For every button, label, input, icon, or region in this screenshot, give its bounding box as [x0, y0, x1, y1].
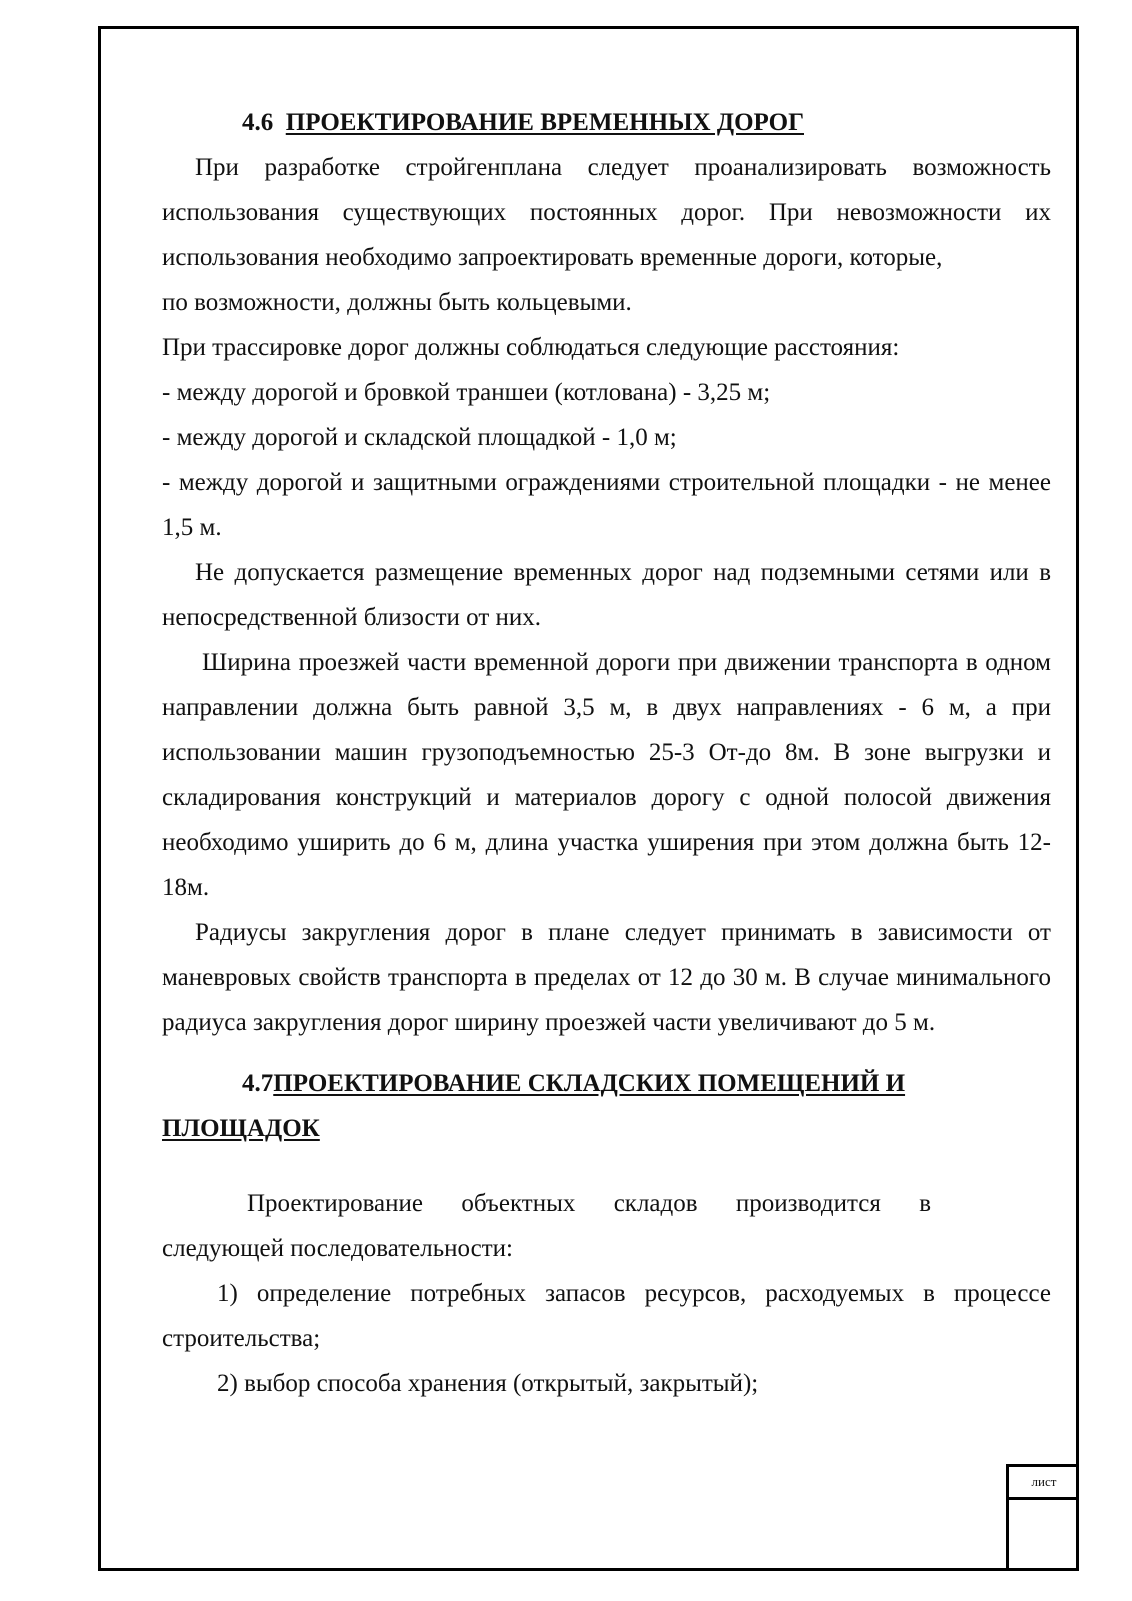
section-title: ПРОЕКТИРОВАНИЕ СКЛАДСКИХ ПОМЕЩЕНИЙ И	[273, 1070, 906, 1097]
paragraph: Ширина проезжей части временной дороги при движении транспорта в одном направлении должна быть равной 3,5 м, в двух направлениях - 6 м, а при использовании машин грузоподъемностью 25-3 От-до 8м. В зоне выгрузки и складирования конструкций и материалов дорогу с одной полосой движения необходимо уширить до 6 м, длина участка уширения при этом должна быть 12-18м.	[162, 649, 1051, 901]
spacer	[162, 1151, 1051, 1181]
document-body	[162, 100, 1051, 1406]
section-number: 4.6	[242, 109, 274, 136]
list-item: 1) определение потребных запасов ресурсов, расходуемых в процессе строительства;	[162, 1280, 1051, 1352]
section-number: 4.7	[242, 1070, 274, 1097]
list-item: - между дорогой и складской площадкой - 1,0 м;	[162, 424, 677, 451]
section-heading-4-7	[162, 1061, 1051, 1106]
paragraph: Радиусы закругления дорог в плане следует принимать в зависимости от маневровых свойств транспорта в пределах от 12 до 30 м. В случае минимального радиуса закругления дорог ширину проезжей части увеличивают до 5 м.	[162, 919, 1051, 1036]
sheet-label: лист	[1009, 1467, 1079, 1500]
list-item: - между дорогой и защитными ограждениями строительной площадки - не менее 1,5 м.	[162, 469, 1051, 541]
paragraph: Не допускается размещение временных дорог над подземными сетями или в непосредственной близости от них.	[162, 559, 1051, 631]
list-item: 2) выбор способа хранения (открытый, закрытый);	[217, 1370, 759, 1397]
section-title: ПРОЕКТИРОВАНИЕ ВРЕМЕННЫХ ДОРОГ	[285, 109, 804, 136]
paragraph: При разработке стройгенплана следует проанализировать возможность использования существующих постоянных дорог. При невозможности их использования необходимо запроектировать временные дороги, которые,	[162, 154, 1051, 271]
paragraph: Проектирование объектных складов производится в	[247, 1190, 931, 1217]
section-title-continuation: ПЛОЩАДОК	[162, 1115, 320, 1142]
section-heading-4-6	[162, 100, 1051, 145]
paragraph: При трассировке дорог должны соблюдаться следующие расстояния:	[162, 334, 900, 361]
paragraph: следующей последовательности:	[162, 1235, 513, 1262]
sheet-stamp-box	[1006, 1464, 1079, 1571]
list-item: - между дорогой и бровкой траншеи (котлована) - 3,25 м;	[162, 379, 771, 406]
paragraph: по возможности, должны быть кольцевыми.	[162, 289, 632, 316]
